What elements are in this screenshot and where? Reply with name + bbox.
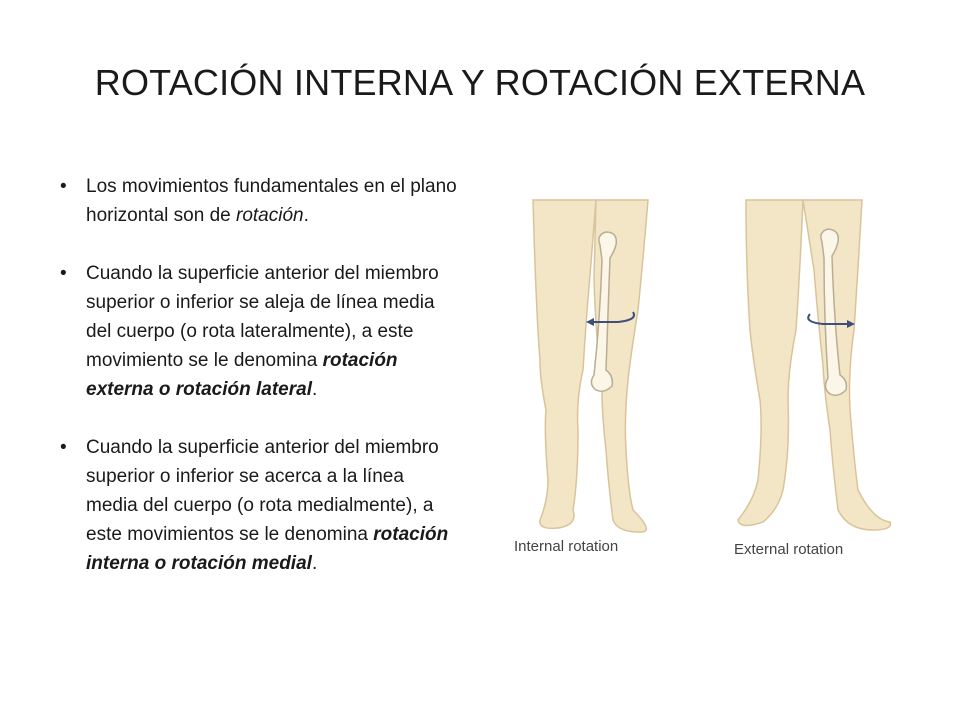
text-segment: . [311, 379, 318, 400]
text-segment-emphasis: rotación interna o rotación medial [86, 524, 449, 574]
bullet-item-1 [60, 172, 460, 230]
slide-title: ROTACIÓN INTERNA Y ROTACIÓN EXTERNA [94, 62, 866, 103]
right-leg [803, 200, 890, 530]
bullet-item-3 [60, 433, 460, 578]
bullet-icon: • [60, 437, 67, 458]
left-leg [533, 200, 596, 528]
text-segment: Cuando la superficie anterior del miembro superior o inferior se aleja de línea media del cuerpo (o rota lateralmente), a este movimiento se le denomina [86, 263, 439, 371]
bullet-icon: • [60, 176, 67, 197]
bullet-text-3 [86, 437, 448, 574]
bullet-text-2 [86, 263, 439, 400]
text-segment-emphasis: rotación [236, 205, 304, 226]
text-segment: . [303, 205, 309, 226]
left-leg [738, 200, 803, 526]
bullet-list [60, 172, 460, 607]
bullet-icon: • [60, 263, 67, 284]
caption-internal-rotation: Internal rotation [514, 538, 619, 555]
text-segment: Los movimientos fundamentales en el plano horizontal son de [86, 176, 457, 226]
external-rotation-legs [738, 200, 890, 530]
arrow-head [586, 318, 594, 326]
internal-rotation-legs [533, 200, 648, 532]
leg-rotation-illustration [478, 180, 928, 570]
caption-external-rotation: External rotation [734, 541, 844, 558]
text-segment: Cuando la superficie anterior del miembro superior o inferior se acerca a la línea media del cuerpo (o rota medialmente), a este movimientos se le denomina [86, 437, 439, 545]
legs-drawing [478, 180, 928, 570]
text-segment: . [311, 553, 318, 574]
bullet-item-2 [60, 259, 460, 404]
bullet-text-1 [86, 176, 457, 226]
text-segment-emphasis: rotación externa o rotación lateral [86, 350, 398, 400]
